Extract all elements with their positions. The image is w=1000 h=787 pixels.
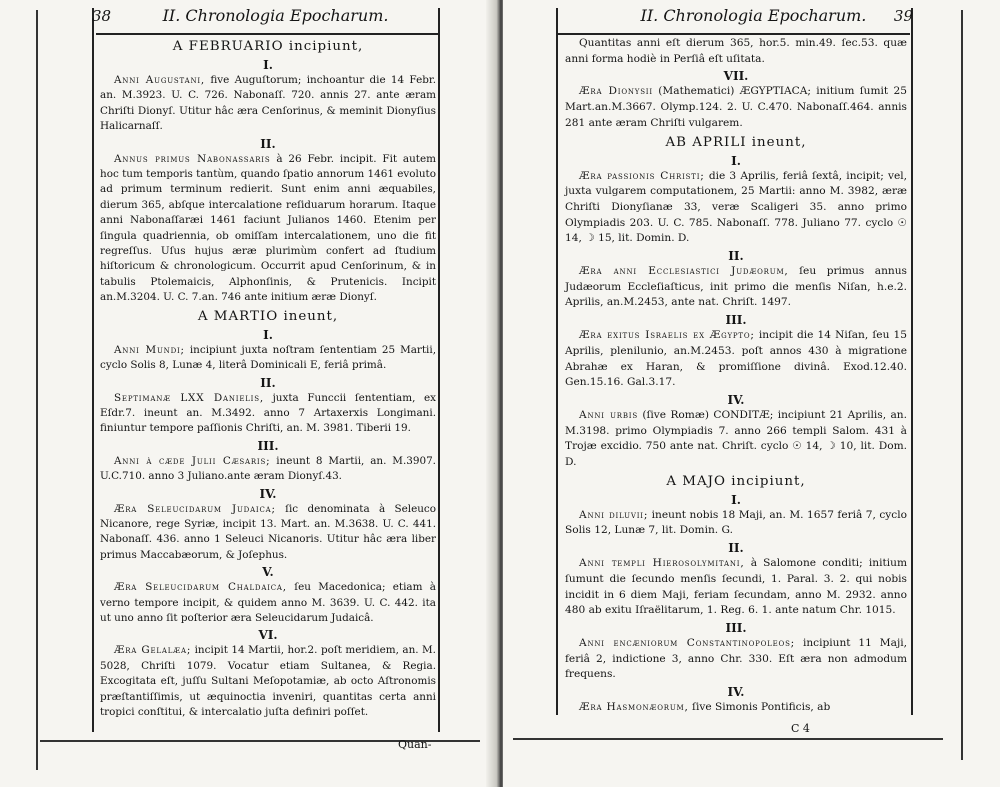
left-text-column [100,36,436,720]
entry-paragraph [565,264,907,311]
entry-text: incipiunt 11 Maji, feriâ 2, indictione 3, anno Chr. 330. Eſt æra non admodum frequens. [565,636,907,681]
entry-number: III. [725,620,747,635]
entry-text: (Mathematici) ÆGYPTIACA; initium ſumit 25 Mart.an.M.3667. Olymp.124. 2. U. C.470. Nabonaſſ.464. annis 281 ante æram Chriſti vulgarem. [565,85,907,129]
right-page [503,0,1000,787]
entry-paragraph [565,408,907,471]
entry-paragraph [100,152,436,306]
entry-paragraph [565,700,907,716]
entry-text: ſive Simonis Pontificis, ab [692,701,831,714]
entry-paragraph [100,391,436,437]
entry-lead-term: Septimanæ LXX Danielis, [114,391,264,404]
section-heading: A FEBRUARIO incipiunt, [172,39,364,54]
right-running-head [613,6,913,32]
entry-lead-term: Æra exitus Israelis ex Ægypto; [579,329,755,342]
entry-lead-term: Annus primus Nabonassaris [114,152,271,165]
entry-text: ineunt 8 Martii, an. M.3907. U.C.710. anno 3 Juliano.ante æram Dionyſ.43. [100,454,436,483]
entry-text: die 3 Aprilis, feriâ ſextâ, incipit; vel, juxta vulgarem computationem, 25 Martii: anno M. 3982, æræ Chriſti Dionyſianæ 33, veræ Scaligeri 35. anno primo Olympiadis 203. U. C. 785. Nabonaſſ. 778. Juliano 77. cyclo ☉ 14, ☽ 15, lit. Domin. D. [565,169,907,245]
entry-text: ineunt nobis 18 Maji, an. M. 1657 feriâ 7, cyclo Solis 12, Lunæ 7, lit. Domin. G. [565,508,907,537]
entry-paragraph [100,643,436,720]
entry-number: III. [725,313,747,328]
entry-lead-term: Æra Dionysii [579,85,653,98]
entry-paragraph [565,84,907,131]
entry-text: ſeu primus annus Judæorum Eccleſiaſticus, init primo die menſis Niſan, h.e.2. Aprilis, an.M.2453, ante nat. Chriſt. 1497. [565,265,907,309]
entry-lead-term: Æra Seleucidarum Chaldaica, [114,581,287,594]
entry-number: VII. [723,69,749,84]
section-heading: A MAJO incipiunt, [666,473,806,489]
entry-text: (ſive Romæ) CONDITÆ; incipiunt 21 Aprilis, an. M.3198. primo Olympiadis 7. anno 266 templi Salom. 431 à Trojæ excidio. 750 ante nat. Chriſt. cyclo ☉ 14, ☽ 10, lit. Dom. D. [565,408,907,469]
entry-number: IV. [727,685,745,700]
entry-paragraph [565,328,907,391]
left-page [0,0,497,787]
entry-text: incipit 14 Martii, hor.2. poſt meridiem, an. M. 5028, Chriſti 1079. Vocatur etiam Sultanea, & Regia. Excogitata eſt, juſſu Sultani Meſopotamiæ, ab octo Aſtronomis præſtantiſſimis, ut æquinoctia inveniri, quantitas certa anni tropici conſtitui, & intercalatio juſta definiri poſſet. [100,644,436,718]
right-bottom-rule [513,738,943,740]
entry-paragraph [565,36,907,67]
right-running-title: II. Chronologia Epocharum. [640,6,867,25]
entry-number: VI. [258,628,278,643]
right-text-column [565,36,907,716]
left-page-number: 38 [92,7,112,25]
entry-number: IV. [259,486,277,501]
entry-number: V. [262,565,274,580]
entry-text: juxta Funccii ſententiam, ex Eſdr.7. ineunt an. M.3492. anno 7 Artaxerxis Longimani. finiuntur tempore paſſionis Chriſti, an. M. 3981. Tiberii 19. [100,391,437,435]
entry-lead-term: Æra Gelalæa; [114,644,192,657]
right-catchword: C 4 [791,722,810,735]
entry-text: incipiunt juxta noſtram ſententiam 25 Martii, cyclo Solis 8, Lunæ 4, literâ Dominicali E, feriâ primâ. [100,343,437,372]
entry-text: à Salomone conditi; initium ſumunt die ſecundo menſis ſecundi, 1. Paral. 3. 2. qui nobis incidit in 6 diem Maji, feriam ſecundam, anno M. 2932. anno 480 ab exitu Iſraëlitarum, 1. Reg. 6. 1. ante natum Chr. 1015. [565,557,908,617]
right-head-rule [558,33,910,35]
entry-text: Quantitas anni eſt dierum 365, hor.5. min.49. ſec.53. quæ anni forma hodiè in Perſiâ eſt uſitata. [565,37,907,65]
entry-lead-term: Anni diluvii; [579,508,649,521]
section-heading: AB APRILI ineunt, [665,134,807,150]
entry-text: ſic denominata à Seleuco Nicanore, rege Syriæ, incipit 13. Mart. an. M.3638. U. C. 441. Nabonaſſ. 436. anno 1 Seleuci Nicanoris. Utitur hâc æra liber primus Maccabæorum, & Joſephus. [100,502,436,561]
entry-text: incipit die 14 Niſan, ſeu 15 Aprilis, plenilunio, an.M.2453. poſt annos 430 à migratione Abrahæ ex Haran, & promiſſione divinâ. Exod.12.40. Gen.15.16. Gal.3.17. [565,329,907,389]
entry-paragraph [565,636,907,683]
entry-paragraph [100,580,436,626]
left-outer-rule [36,10,38,770]
entry-paragraph [565,556,907,619]
entry-number: II. [728,541,744,556]
entry-number: I. [263,58,273,72]
section-heading: A MARTIO ineunt, [197,308,339,324]
left-catchword: Quan- [398,738,432,751]
entry-paragraph [565,508,907,539]
left-running-head [92,6,440,32]
entry-number: III. [257,438,279,453]
entry-lead-term: Æra Hasmonæorum, [579,701,689,714]
entry-lead-term: Anni Augustani, [114,74,206,86]
entry-number: I. [731,153,741,168]
entry-lead-term: Anni encæniorum Constantinopoleos; [579,636,796,649]
entry-paragraph [100,454,436,485]
entry-text: five Auguſtorum; inchoantur die 14 Febr. an. M.3923. U. C. 726. Nabonaſſ. 720. annis 27. ante æram Chriſti Dionyſ. Utitur hâc æra Cenſorinus, & meminit Dionyſius Halicarnaſſ. [100,74,436,133]
entry-lead-term: Æra anni Ecclesiastici Judæorum, [579,265,789,278]
entry-lead-term: Æra Seleucidarum Judaica; [114,502,276,515]
entry-number: II. [260,136,276,151]
entry-paragraph [100,73,436,135]
entry-paragraph [565,169,907,248]
entry-lead-term: Anni à cæde Julii Cæsaris; [114,454,271,467]
entry-lead-term: Anni templi Hierosolymitani, [579,557,745,570]
right-outer-rule [961,10,963,760]
entry-lead-term: Æra passionis Christi; [579,169,705,182]
entry-lead-term: Anni Mundi; [114,343,185,356]
entry-number: II. [260,375,276,390]
entry-paragraph [100,502,436,564]
left-running-title: II. Chronologia Epocharum. [162,6,389,25]
entry-number: I. [731,492,741,507]
entry-paragraph [100,343,436,374]
right-page-number: 39 [893,7,913,25]
entry-number: I. [263,327,273,342]
entry-text: à 26 Febr. incipit. Fit autem hoc tum temporis tantùm, quando ſpatio annorum 1461 evoluto ad primum terminum redierit. Sunt enim anni æquabiles, dierum 365, abſque intercalatione reſiduarum horarum. Itaque anni Nabonaſſaræi 1461 faciunt Julianos 1460. Etenim per ſingula quadriennia, ob omiſſam intercalationem, uno die fit regreſſus. Uſus hujus æræ plurimùm confert ad ſtudium hiſtoricum & chronologicum. Occurrit apud Cenſorinum, & in tabulis Ptolemaicis, Alphonſinis, & Prutenicis. Incipit an.M.3204. U. C. 7.an. 746 ante initium æræ Dionyſ. [100,152,436,304]
left-head-rule [96,33,438,35]
entry-number: IV. [727,392,745,407]
entry-number: II. [728,249,744,264]
entry-text: ſeu Macedonica; etiam à verno tempore incipit, & quidem anno M. 3639. U. C. 442. ita ut uno anno ſit poſterior æra Seleucidarum Judaicâ. [100,581,436,624]
entry-lead-term: Anni urbis [579,408,638,421]
